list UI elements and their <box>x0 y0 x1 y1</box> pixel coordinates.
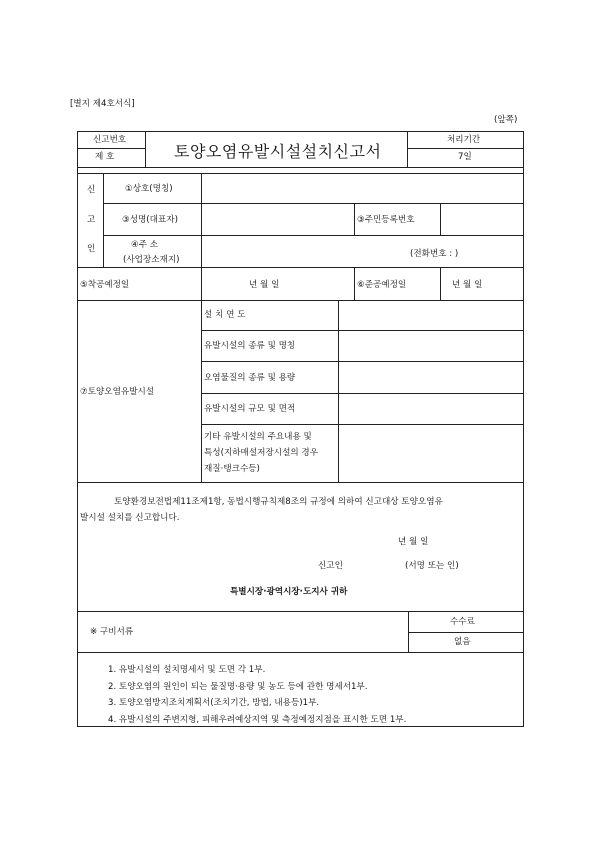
declaration-text-line1: 토양환경보전법제11조제1항, 동법시행규칙제8조의 규정에 의하여 신고대상 토양오염유 <box>114 497 443 507</box>
facility-row-scale: 유발시설의 규모 및 면적 <box>204 404 296 414</box>
facility-label: ⑦토양오염유발시설 <box>80 387 155 397</box>
document-item-2: 2. 토양오염의 원인이 되는 물질명·용량 및 농도 등에 관한 명세서1부. <box>108 682 368 692</box>
representative-name-field[interactable] <box>202 204 354 235</box>
document-item-1: 1. 유발시설의 설치명세서 및 도면 각 1부. <box>108 665 266 675</box>
receipt-number-value-label: 제 호 <box>95 152 115 162</box>
facility-row-install-year: 설 치 연 도 <box>204 310 246 320</box>
completion-date-label: ⑥준공예정일 <box>357 280 407 290</box>
representative-name-label: ③성명(대표자) <box>122 215 178 225</box>
facility-row-type-name: 유발시설의 종류 및 명칭 <box>204 341 296 351</box>
phone-label: (전화번호 : ) <box>410 249 459 259</box>
signature-note: (서명 또는 인) <box>405 561 459 571</box>
resident-id-field[interactable] <box>441 204 523 235</box>
facility-row-other-2: 특성(지하매설저장시설의 경우 <box>204 448 319 458</box>
completion-date-value[interactable]: 년 월 일 <box>452 280 483 290</box>
form-reference: [별지 제4호서식] <box>70 99 135 109</box>
processing-period-value: 7일 <box>458 152 472 162</box>
fee-label: 수수료 <box>450 617 475 627</box>
facility-row-other-1: 기타 유발시설의 주요내용 및 <box>204 432 312 442</box>
business-name-field[interactable] <box>202 174 523 203</box>
applicant-side-label-3: 인 <box>87 244 96 254</box>
receipt-number-label: 신고번호 <box>93 135 127 145</box>
addressee: 특별시장·광역시장·도지사 귀하 <box>230 587 348 597</box>
start-date-label: ⑤착공예정일 <box>80 280 130 290</box>
start-date-value[interactable]: 년 월 일 <box>249 280 280 290</box>
business-address-label: (사업장소재지) <box>123 255 180 265</box>
document-item-3: 3. 토양오염방지조치계획서(조치기간, 방법, 내용등)1부. <box>108 698 320 708</box>
business-name-label: ①상호(명칭) <box>125 184 173 194</box>
facility-row-other-3: 재질·탱크수등) <box>204 464 260 474</box>
processing-period-label: 처리기간 <box>447 135 481 145</box>
page-side-label: (앞쪽) <box>494 115 518 125</box>
address-label: ④주 소 <box>131 240 159 250</box>
declaration-date[interactable]: 년 월 일 <box>398 537 429 547</box>
required-documents-label: ※ 구비서류 <box>90 627 134 637</box>
page-title: 토양오염유발시설설치신고서 <box>174 142 382 161</box>
applicant-side-label-1: 신 <box>87 185 96 195</box>
document-item-4: 4. 유발시설의 주변지형, 피해우려예상지역 및 측정예정지점을 표시한 도면 1부. <box>108 715 407 725</box>
fee-value: 없음 <box>454 637 471 647</box>
facility-row-pollutant: 오염물질의 종류 및 용량 <box>204 373 296 383</box>
resident-id-label: ③주민등록번호 <box>357 215 415 225</box>
address-field[interactable] <box>202 236 523 267</box>
declaration-text-line2: 발시설 설치를 신고합니다. <box>80 513 180 523</box>
declarant-label: 신고인 <box>318 561 343 571</box>
applicant-side-label-2: 고 <box>87 215 96 225</box>
